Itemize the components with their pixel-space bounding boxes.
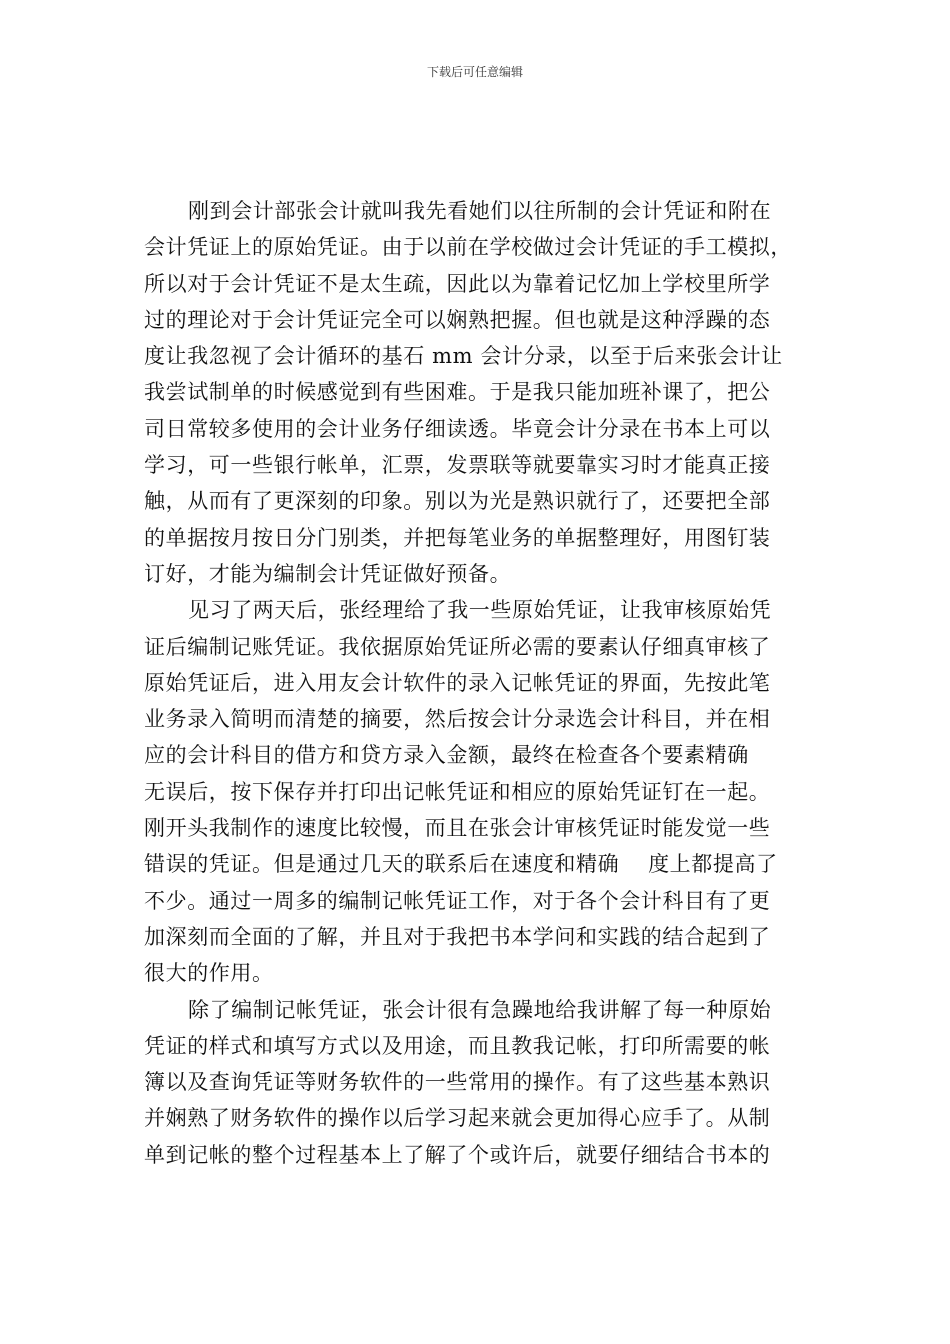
paragraph-1-line-8: 学习，可一些银行帐单，汇票，发票联等就要靠实习时才能真正接 xyxy=(144,453,771,478)
paragraph-3-line-4: 并娴熟了财务软件的操作以后学习起来就会更加得心应手了。从制 xyxy=(144,1106,771,1131)
paragraph-1-line-11: 订好，才能为编制会计凭证做好预备。 xyxy=(144,561,512,586)
paragraph-1-line-1: 刚到会计部张会计就叫我先看她们以往所制的会计凭证和附在 xyxy=(188,199,772,223)
paragraph-2-line-7: 刚开头我制作的速度比较慢，而且在张会计审核凭证时能发觉一些 xyxy=(144,816,771,841)
paragraph-1-line-5: 度让我忽视了会计循环的基石 mm 会计分录，以至于后来张会计让 xyxy=(144,344,783,369)
paragraph-1-line-6: 我尝试制单的时候感觉到有些困难。于是我只能加班补课了，把公 xyxy=(144,380,771,405)
paragraph-1-line-2: 会计凭证上的原始凭证。由于以前在学校做过会计凭证的手工模拟， xyxy=(144,235,792,260)
paragraph-3-line-5: 单到记帐的整个过程基本上了解了个或许后，就要仔细结合书本的 xyxy=(144,1142,771,1167)
paragraph-2-line-10: 加深刻而全面的了解，并且对于我把书本学问和实践的结合起到了 xyxy=(144,924,771,949)
paragraph-3-line-3: 簿以及查询凭证等财务软件的一些常用的操作。有了这些基本熟识 xyxy=(144,1070,771,1095)
paragraph-2-line-9: 不少。通过一周多的编制记帐凭证工作，对于各个会计科目有了更 xyxy=(144,888,771,913)
paragraph-3-line-2: 凭证的样式和填写方式以及用途，而且教我记帐，打印所需要的帐 xyxy=(144,1033,771,1058)
paragraph-1-line-10: 的单据按月按日分门别类，并把每笔业务的单据整理好，用图钉装 xyxy=(144,525,771,550)
paragraph-2-line-4: 业务录入简明而清楚的摘要，然后按会计分录选会计科目，并在相 xyxy=(144,707,771,732)
document-body xyxy=(144,193,808,1173)
paragraph-2-line-6: 无误后，按下保存并打印出记帐凭证和相应的原始凭证钉在一起。 xyxy=(144,779,771,804)
paragraph-1-line-9: 触，从而有了更深刻的印象。别以为光是熟识就行了，还要把全部 xyxy=(144,489,771,514)
paragraph-2-line-2: 证后编制记账凭证。我依据原始凭证所必需的要素认仔细真审核了 xyxy=(144,634,771,659)
paragraph-1-line-3: 所以对于会计凭证不是太生疏，因此以为靠着记忆加上学校里所学 xyxy=(144,271,771,296)
paragraph-2-line-5: 应的会计科目的借方和贷方录入金额，最终在检查各个要素精确 xyxy=(144,743,749,768)
paragraph-2-line-8: 错误的凭证。但是通过几天的联系后在速度和精确 度上都提高了 xyxy=(144,852,778,877)
page-header-note: 下载后可任意编辑 xyxy=(426,65,523,79)
paragraph-1-line-4: 过的理论对于会计凭证完全可以娴熟把握。但也就是这种浮躁的态 xyxy=(144,307,771,332)
paragraph-2-line-1: 见习了两天后，张经理给了我一些原始凭证，让我审核原始凭 xyxy=(188,598,772,623)
paragraph-2-line-11: 很大的作用。 xyxy=(144,961,274,986)
paragraph-1-line-7: 司日常较多使用的会计业务仔细读透。毕竟会计分录在书本上可以 xyxy=(144,416,771,441)
paragraph-2-line-3: 原始凭证后，进入用友会计软件的录入记帐凭证的界面，先按此笔 xyxy=(144,670,771,695)
paragraph-3-line-1: 除了编制记帐凭证，张会计很有急躁地给我讲解了每一种原始 xyxy=(188,997,772,1022)
